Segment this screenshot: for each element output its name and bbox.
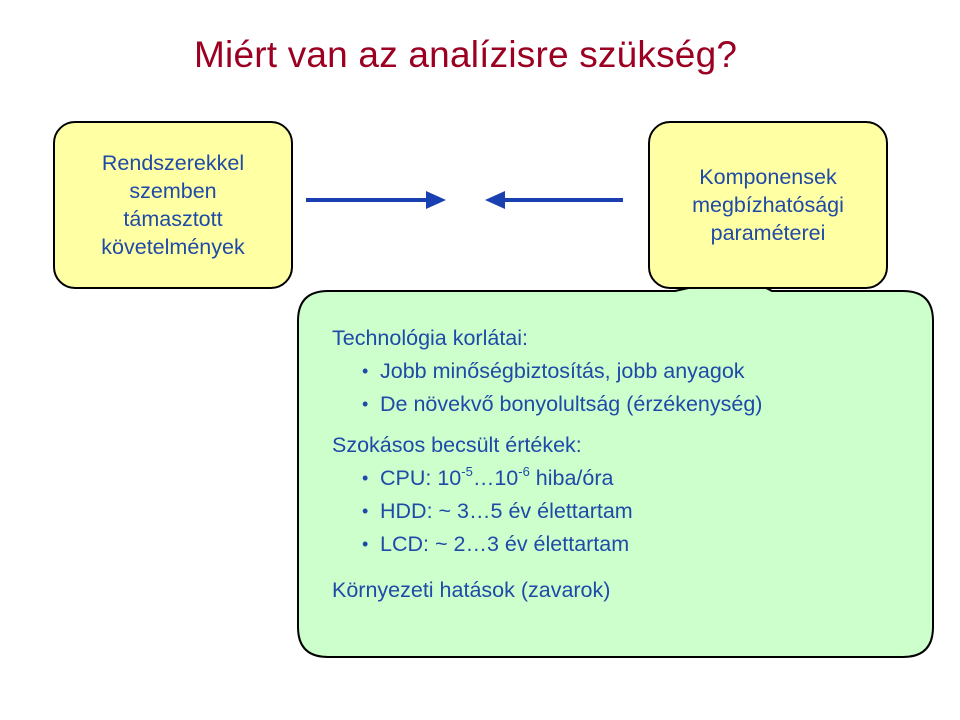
list-item: • Jobb minőségbiztosítás, jobb anyagok bbox=[380, 355, 762, 388]
component-parameters-text: Komponensek megbízhatósági paraméterei bbox=[692, 165, 844, 245]
arrow-right-icon bbox=[306, 191, 446, 209]
list-item: • De növekvő bonyolultság (érzékenység) bbox=[380, 388, 762, 421]
estimated-values-heading: Szokásos becsült értékek: bbox=[332, 433, 582, 457]
list-item: • HDD: ~ 3…5 év élettartam bbox=[380, 495, 762, 528]
estimated-values-list bbox=[332, 462, 762, 561]
list-item-cpu: • CPU: $10^{-5}\dots 10^{-6}$ hiba/óra bbox=[380, 462, 762, 495]
arrow-left-icon bbox=[485, 191, 623, 209]
component-parameters-box bbox=[648, 121, 888, 289]
requirements-box bbox=[53, 121, 293, 289]
requirements-text: Rendszerekkel szemben támasztott követelmények bbox=[101, 151, 245, 259]
technology-limits-list bbox=[332, 355, 762, 421]
slide-title: Miért van az analízisre szükség? bbox=[194, 34, 738, 75]
technology-limits-heading: Technológia korlátai: bbox=[332, 326, 529, 350]
callout-content bbox=[332, 322, 762, 607]
list-item: • LCD: ~ 2…3 év élettartam bbox=[380, 528, 762, 561]
environmental-effects-text: Környezeti hatások (zavarok) bbox=[332, 578, 611, 602]
